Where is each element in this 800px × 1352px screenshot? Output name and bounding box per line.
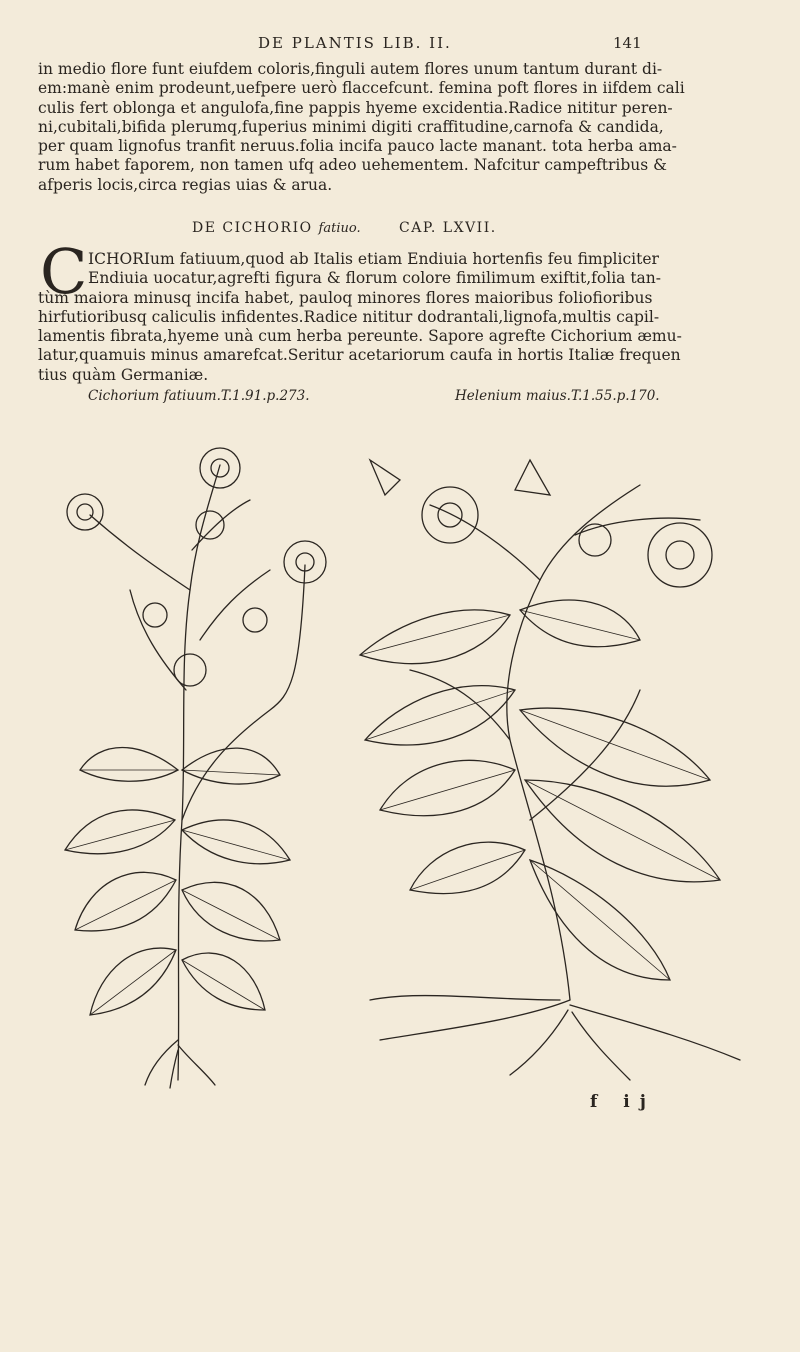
text-line: lamentis fibrata,hyeme unà cum herba pereunte. Sapore agrefte Cichorium æmu- [38, 327, 682, 346]
text-line: tùm maiora minusq incifa habet, pauloq minores flores maioribus foliofioribus [38, 288, 653, 307]
caption-left: Cichorium fatiuum.T.1.91.p.273. [88, 388, 310, 404]
running-head-title: DE PLANTIS LIB. II. [258, 34, 452, 52]
running-head [0, 34, 800, 54]
paragraph-2 [38, 250, 682, 385]
chapter-heading [0, 220, 800, 242]
text-line: em:manè enim prodeunt,uefpere uerò flaccefcunt. femina poft flores in iifdem cali [38, 79, 685, 98]
text-line: in medio flore funt eiufdem coloris,finguli autem flores unum tantum durant di- [38, 60, 663, 78]
text-line: tius quàm Germaniæ. [38, 365, 209, 384]
paragraph-1 [38, 60, 685, 195]
chapter-title-text: DE CICHORIO [192, 220, 313, 236]
text-line: afperis locis,circa regias uias & arua. [38, 175, 333, 194]
text-line: per quam lignofus tranfit neruus.folia incifa pauco lacte manant. tota herba ama- [38, 137, 677, 156]
page-number: 141 [613, 34, 642, 52]
chapter-title [192, 220, 361, 236]
text-line: rum habet faporem, non tamen ufq adeo uehementem. Nafcitur campeftribus & [38, 156, 667, 175]
caption-right: Helenium maius.T.1.55.p.170. [455, 388, 660, 404]
chapter-number: CAP. LXVII. [399, 220, 497, 236]
helenium-woodcut [340, 440, 770, 1090]
chapter-title-italic: fatiuo. [318, 221, 361, 236]
text-line: ICHORIum fatiuum,quod ab Italis etiam Endiuia hortenfis feu fimpliciter [88, 250, 659, 268]
text-line: culis fert oblonga et angulofa,fine pappis hyeme excidentia.Radice nititur peren- [38, 98, 673, 117]
text-line: latur,quamuis minus amarefcat.Seritur acetariorum caufa in hortis Italiæ frequen [38, 346, 681, 365]
dropcap: C [40, 235, 88, 308]
signature-mark: f ij [590, 1092, 656, 1112]
cichorium-woodcut [50, 440, 340, 1090]
text-line: hirfutioribusq caliculis infidentes.Radice nititur dodrantali,lignofa,multis capil- [38, 307, 660, 326]
text-line: Endiuia uocatur,agrefti figura & florum colore fimilimum exiftit,folia tan- [88, 269, 662, 288]
text-line: ni,cubitali,bifida plerumq,fuperius minimi digiti craffitudine,carnofa & candida, [38, 117, 664, 136]
